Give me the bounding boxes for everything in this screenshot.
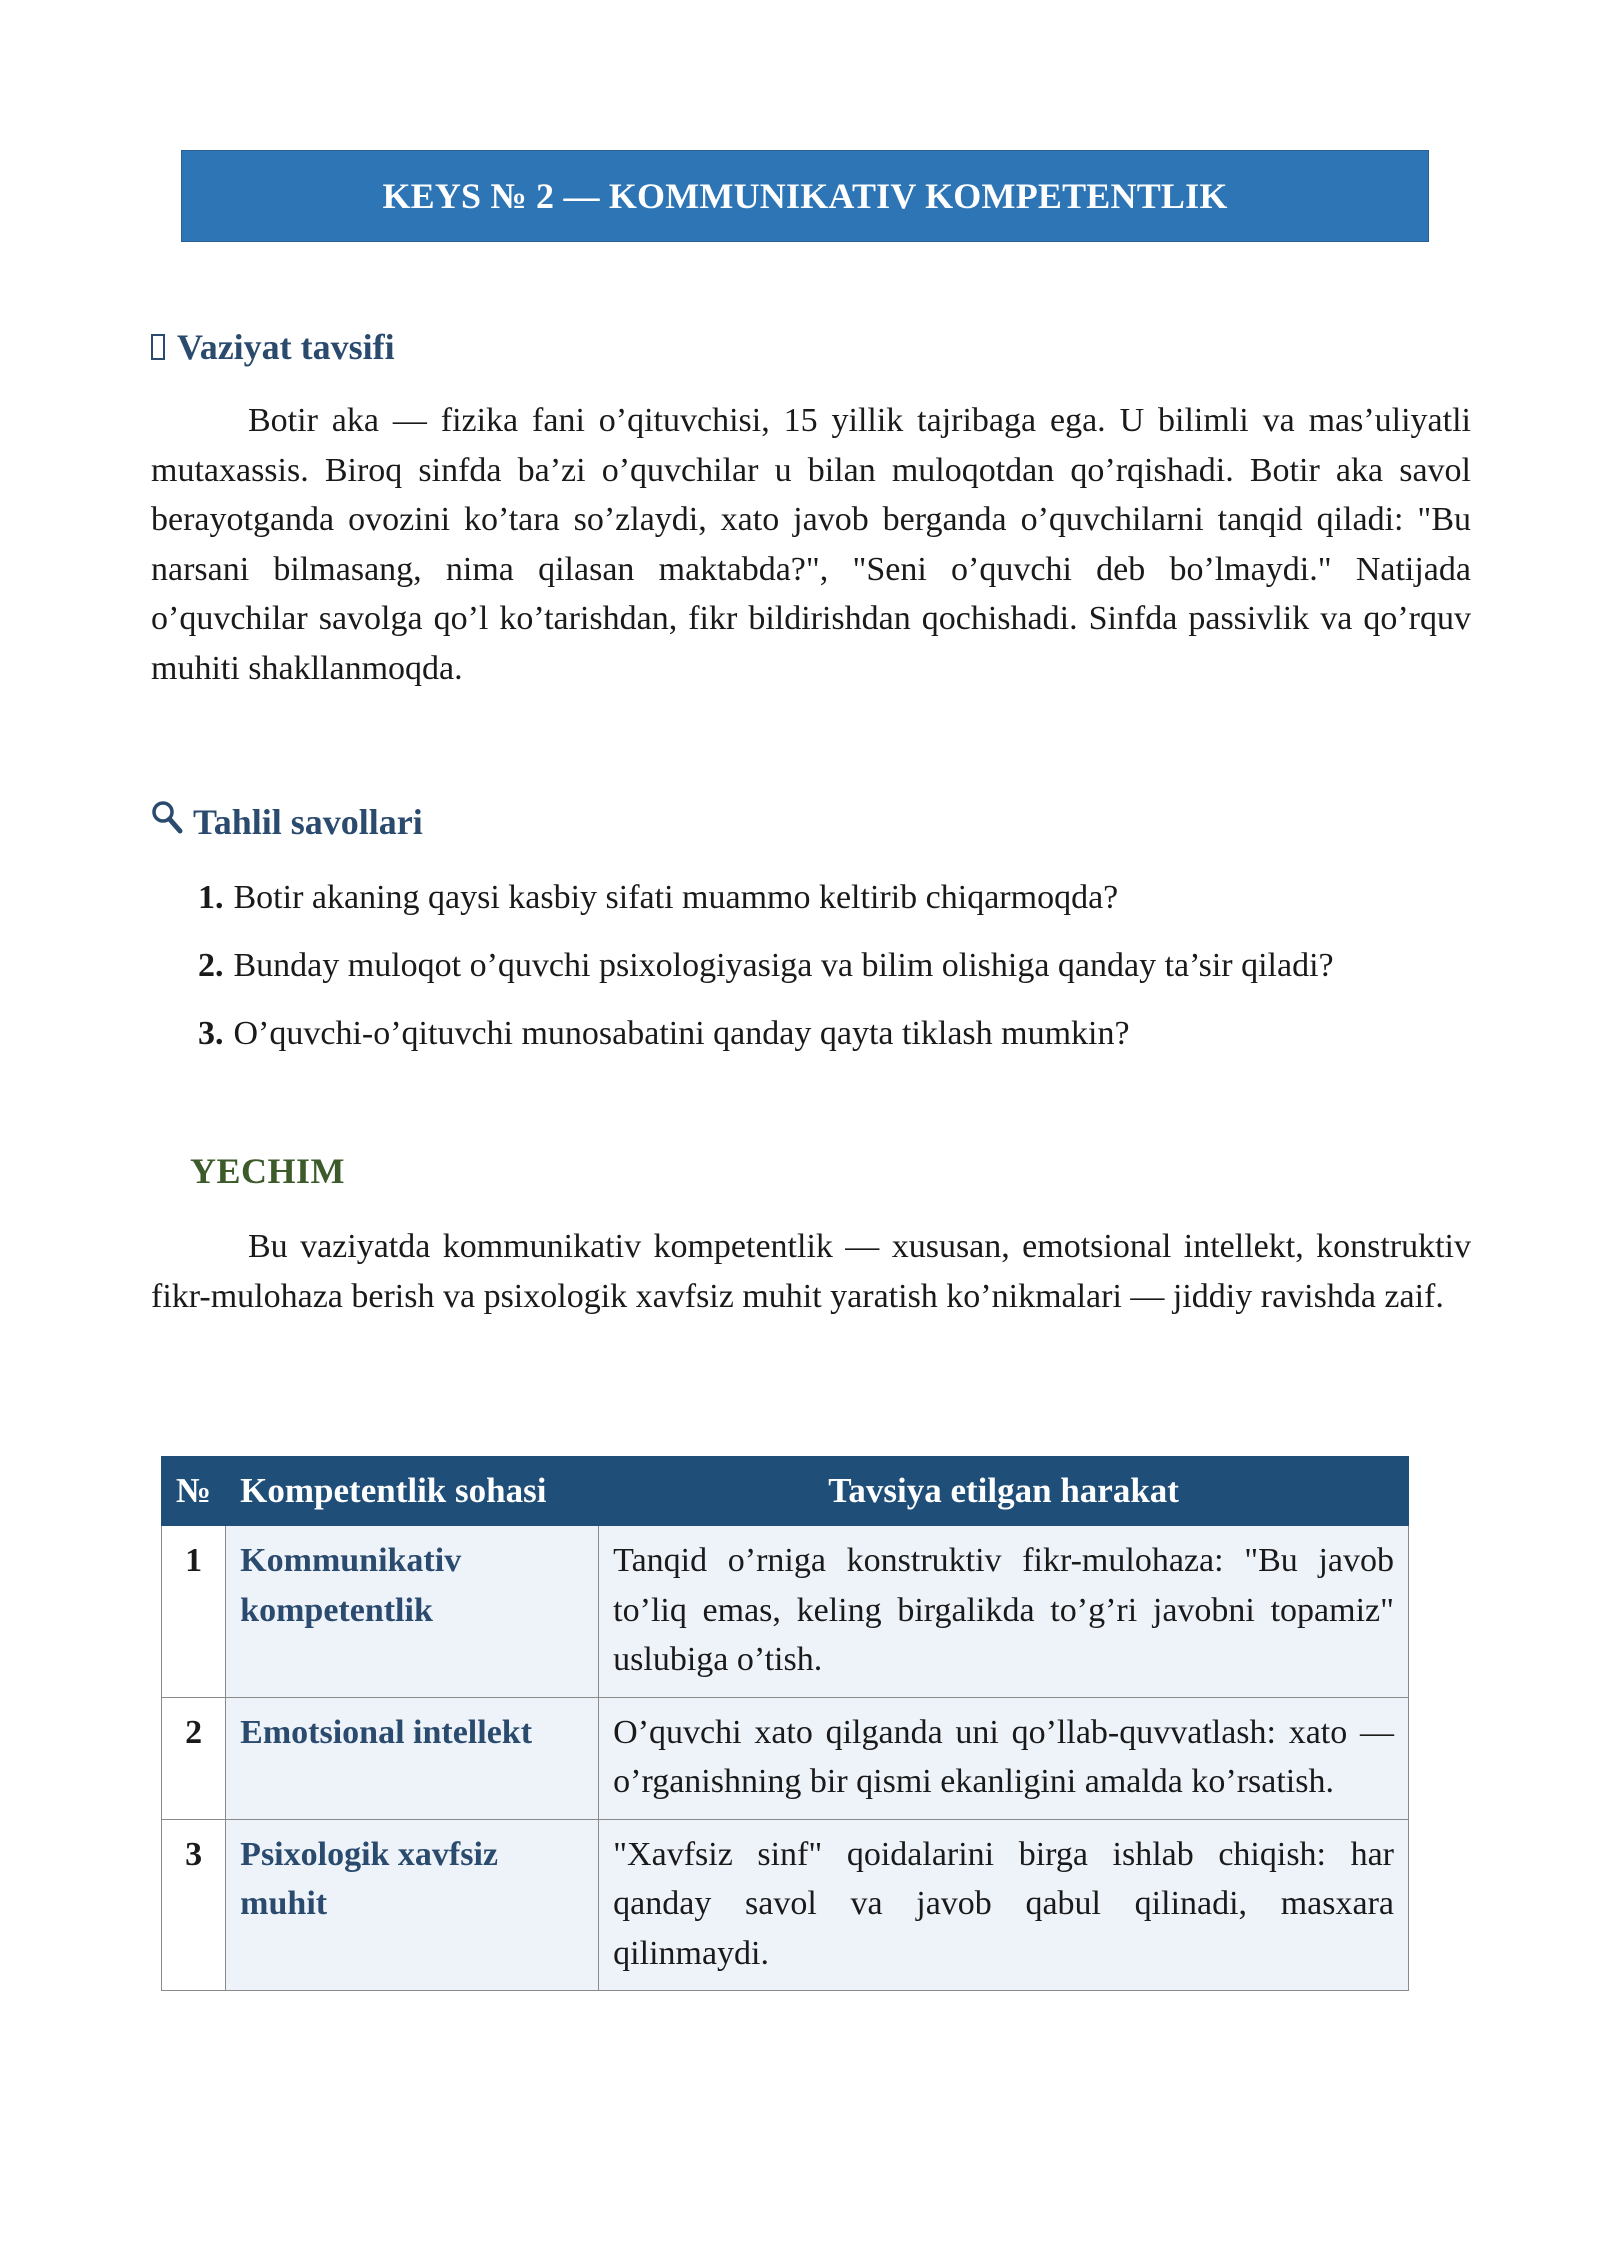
table-row: [162, 1526, 1409, 1698]
questions-list: [198, 873, 1478, 1077]
case-title-banner: [181, 150, 1429, 242]
row-num: 2: [162, 1697, 226, 1819]
row-num: 1: [162, 1526, 226, 1698]
header-action: Tavsiya etilgan harakat: [599, 1457, 1409, 1526]
row-num: 3: [162, 1819, 226, 1991]
question-text: Bunday muloqot o’quvchi psixologiyasiga va bilim olishiga qanday ta’sir qiladi?: [233, 947, 1334, 984]
situation-text: Botir aka — fizika fani o’qituvchisi, 15 yillik tajribaga ega. U bilimli va mas’uliyatli mutaxassis. Biroq sinfda ba’zi o’quvchilar u bilan muloqotdan qo’rqishadi. Botir aka savol berayotganda ovozini ko’tara so’zlaydi, xato javob berganda o’quvchilarni tanqid qiladi: "Bu narsani bilmasang, nima qilasan maktabda?", "Seni o’quvchi deb bo’lmaydi." Natijada o’quvchilar savolga qo’l ko’tarishdan, fikr bildirishdan qochishadi. Sinfda passivlik va qo’rquv muhiti shakllanmoqda.: [151, 402, 1471, 687]
question-item: [198, 1009, 1478, 1058]
question-text: Botir akaning qaysi kasbiy sifati muammo keltirib chiqarmoqda?: [233, 879, 1119, 916]
table-header-row: [162, 1457, 1409, 1526]
situation-heading-text: Vaziyat tavsifi: [177, 327, 395, 367]
row-action: O’quvchi xato qilganda uni qo’llab-quvvatlash: xato — o’rganishning bir qismi ekanligini amalda ko’rsatish.: [599, 1697, 1409, 1819]
solution-text: Bu vaziyatda kommunikativ kompetentlik — xususan, emotsional intellekt, konstruktiv fikr-mulohaza berish va psixologik xavfsiz muhit yaratish ko’nikmalari — jiddiy ravishda zaif.: [151, 1228, 1471, 1315]
question-text: O’quvchi-o’qituvchi munosabatini qanday qayta tiklash mumkin?: [233, 1015, 1130, 1052]
question-number: 1.: [198, 879, 224, 916]
box-icon: [151, 334, 165, 360]
case-title: KEYS № 2 — KOMMUNIKATIV KOMPETENTLIK: [382, 176, 1228, 216]
situation-heading: [151, 326, 395, 368]
recommendations-table: [161, 1456, 1409, 1991]
question-item: [198, 941, 1478, 990]
question-item: [198, 873, 1478, 922]
magnifier-icon: [151, 800, 183, 843]
question-number: 2.: [198, 947, 224, 984]
analysis-heading: [151, 800, 423, 843]
table-row: [162, 1697, 1409, 1819]
row-area: Kommunikativ kompetentlik: [226, 1526, 599, 1698]
header-area: Kompetentlik sohasi: [226, 1457, 599, 1526]
row-area: Emotsional intellekt: [226, 1697, 599, 1819]
solution-heading: YECHIM: [190, 1151, 345, 1191]
row-action: "Xavfsiz sinf" qoidalarini birga ishlab chiqish: har qanday savol va javob qabul qilinadi, masxara qilinmaydi.: [599, 1819, 1409, 1991]
row-area: Psixologik xavfsiz muhit: [226, 1819, 599, 1991]
analysis-heading-text: Tahlil savollari: [193, 801, 423, 842]
question-number: 3.: [198, 1015, 224, 1052]
row-action: Tanqid o’rniga konstruktiv fikr-mulohaza: "Bu javob to’liq emas, keling birgalikda to’g’ri javobni topamiz" uslubiga o’tish.: [599, 1526, 1409, 1698]
table-row: [162, 1819, 1409, 1991]
header-num: №: [162, 1457, 226, 1526]
